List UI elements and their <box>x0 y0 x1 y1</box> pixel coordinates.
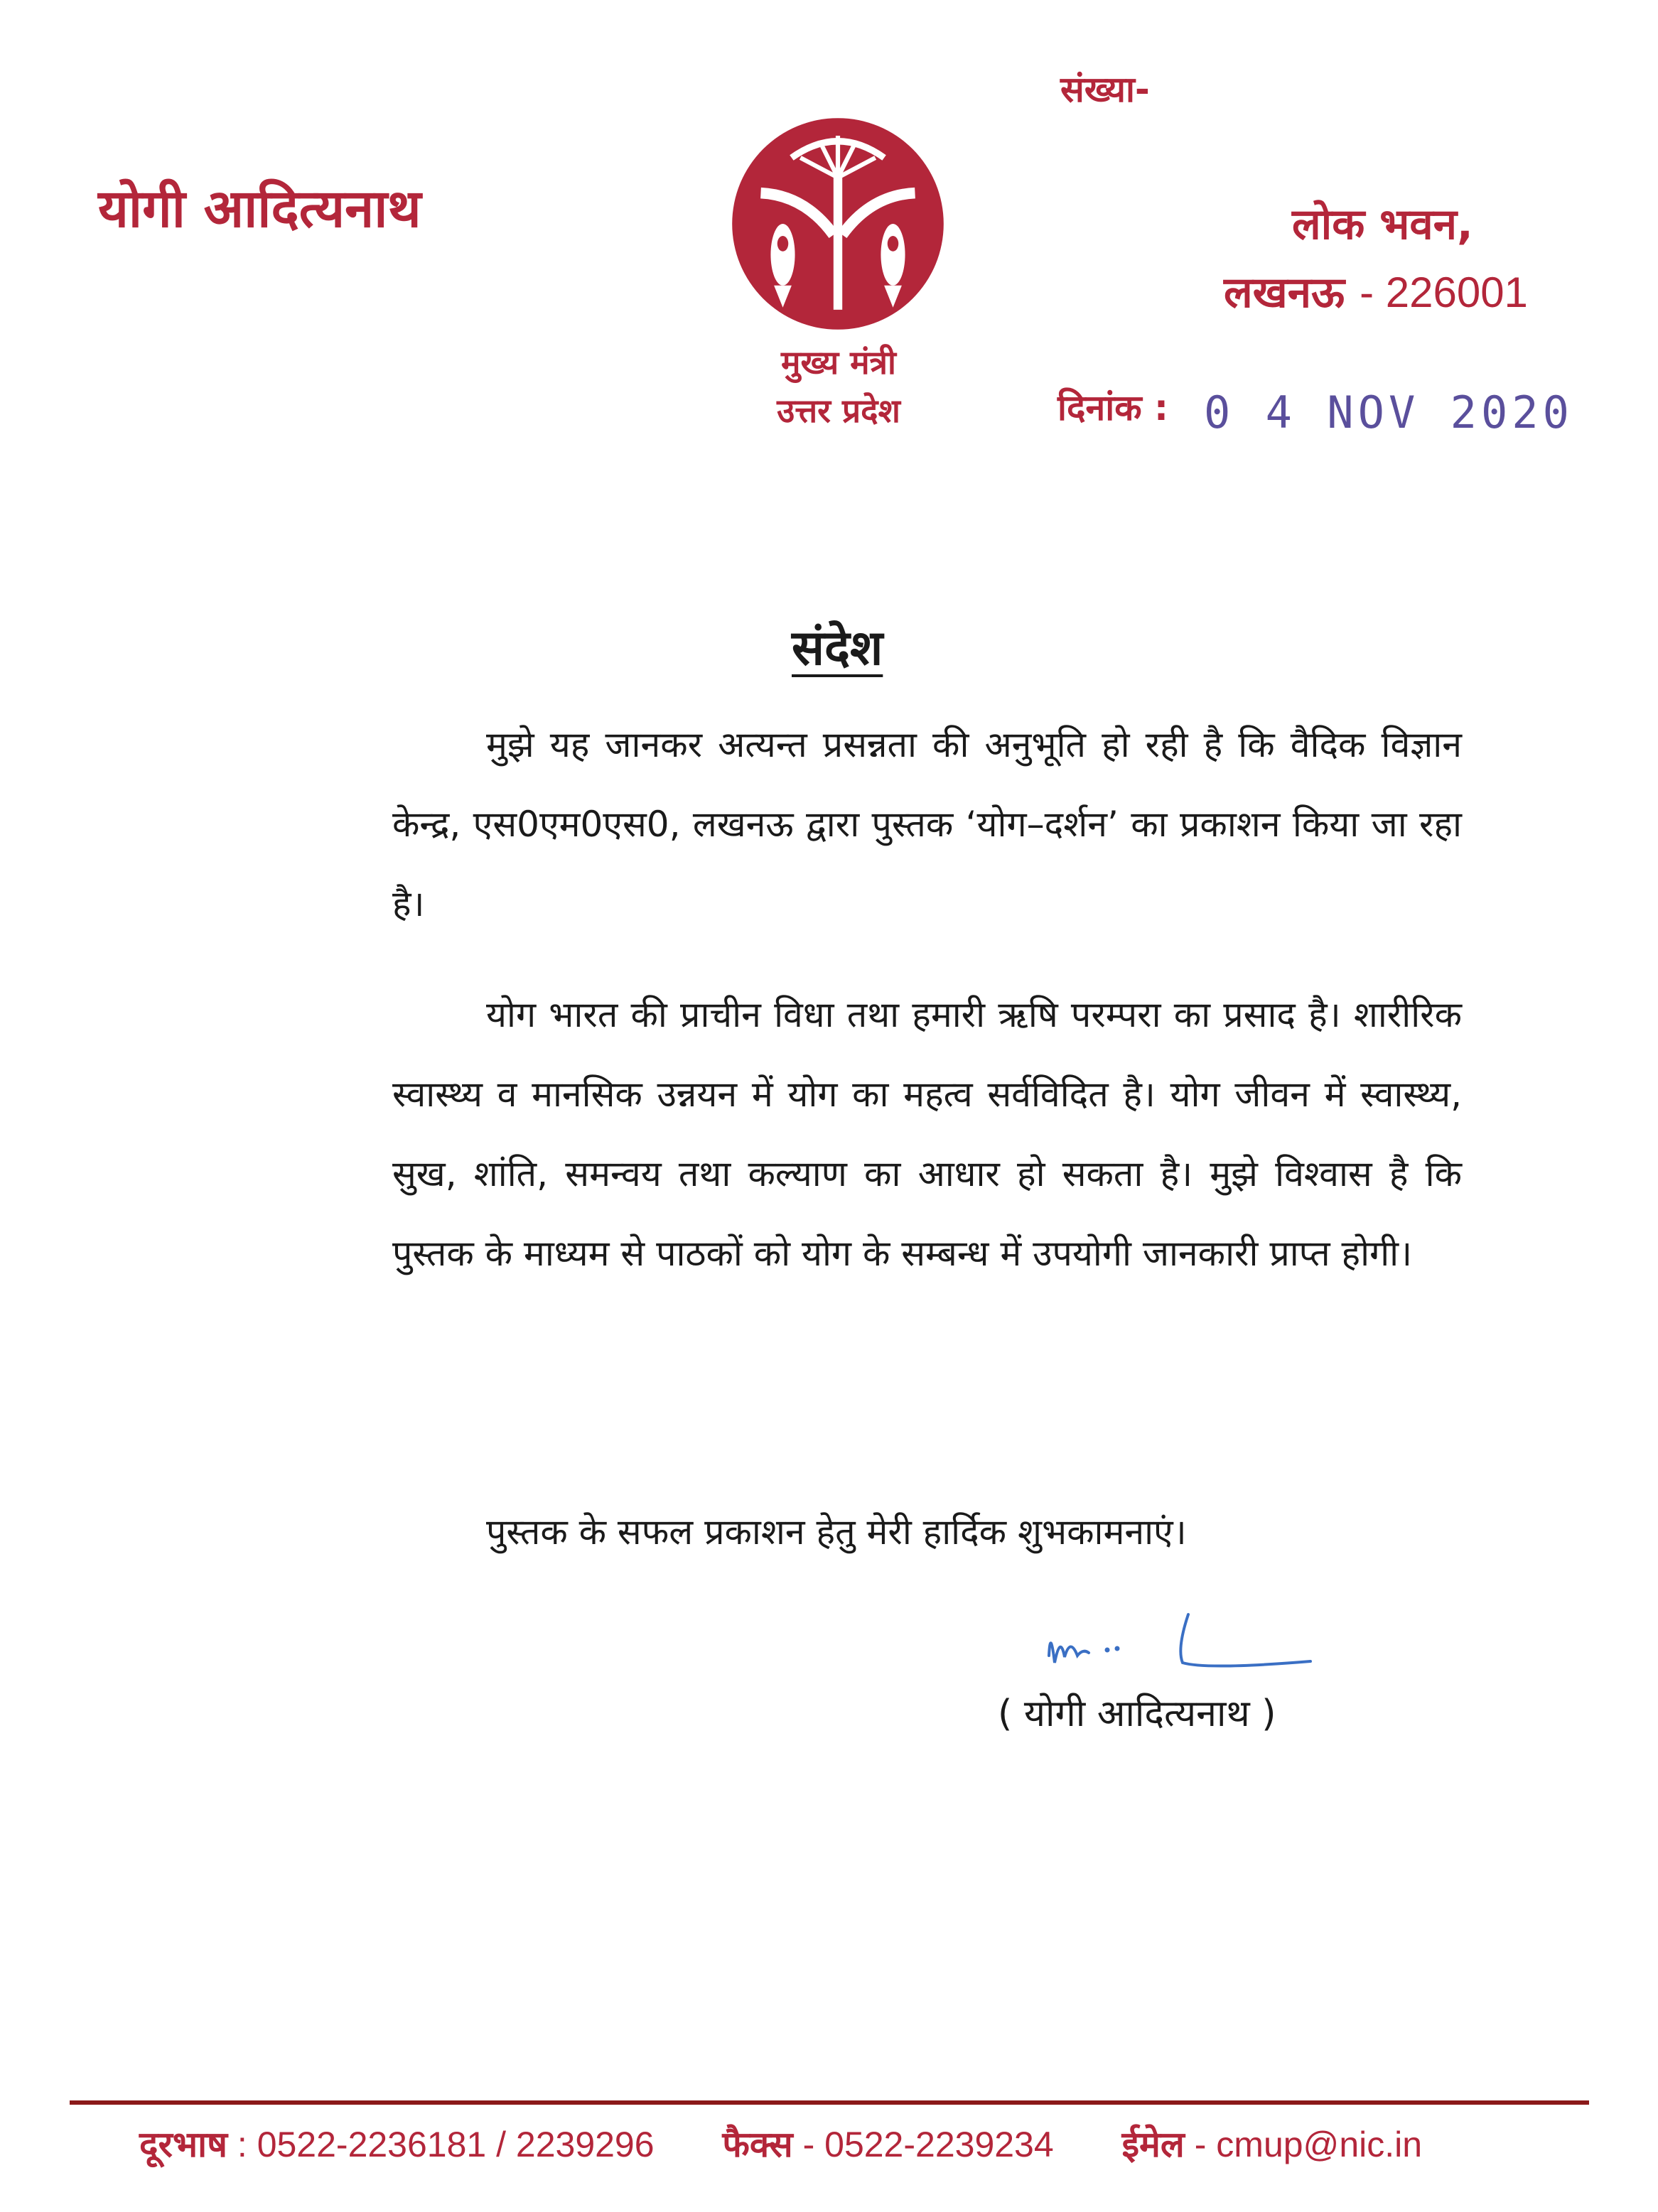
office-title-line2: उत्तर प्रदेश <box>777 392 900 430</box>
sender-name: योगी आदित्यनाथ <box>98 178 421 239</box>
footer-contact <box>139 2119 1422 2167</box>
date-label: दिनांक : <box>1057 387 1169 428</box>
up-government-emblem-icon <box>728 114 948 334</box>
handwritten-signature <box>1036 1606 1320 1684</box>
reference-number-label: संख्या- <box>1060 69 1150 110</box>
email-value: - cmup@nic.in <box>1194 2125 1423 2164</box>
phone-label: दूरभाष <box>139 2124 227 2165</box>
message-heading: संदेश <box>792 620 883 676</box>
address-line1: लोक भवन, <box>1292 200 1473 249</box>
address-city: लखनऊ <box>1224 268 1345 318</box>
office-title-line1: मुख्य मंत्री <box>781 343 896 382</box>
fax-label: फैक्स <box>722 2124 793 2165</box>
message-paragraph-1: मुझे यह जानकर अत्यन्त प्रसन्नता की अनुभूति हो रही है कि वैदिक विज्ञान केन्द्र, एस0एम0एस0, लखनऊ द्वारा पुस्तक ‘योग–दर्शन’ का प्रकाशन किया जा रहा है। <box>392 724 1462 924</box>
address-pin: - 226001 <box>1360 269 1528 316</box>
signatory-name: ( योगी आदित्यनाथ ) <box>998 1693 1276 1735</box>
email-label: ईमेल <box>1121 2124 1185 2165</box>
footer-divider <box>70 2100 1589 2105</box>
fax-value: - 0522-2239234 <box>802 2125 1054 2164</box>
message-paragraph-3: पुस्तक के सफल प्रकाशन हेतु मेरी हार्दिक शुभकामनाएं। <box>486 1511 1187 1553</box>
message-paragraph-2: योग भारत की प्राचीन विधा तथा हमारी ऋषि परम्परा का प्रसाद है। शारीरिक स्वास्थ्य व मानसिक उन्नयन में योग का महत्व सर्वविदित है। योग जीवन में स्वास्थ्य, सुख, शांति, समन्वय तथा कल्याण का आधार हो सकता है। मुझे विश्वास है कि पुस्तक के माध्यम से पाठकों को योग के सम्बन्ध में उपयोगी जानकारी प्राप्त होगी। <box>392 994 1462 1274</box>
date-stamp: 0 4 NOV 2020 <box>1204 387 1573 438</box>
address-line2 <box>1224 261 1528 320</box>
phone-value: : 0522-2236181 / 2239296 <box>237 2125 655 2164</box>
